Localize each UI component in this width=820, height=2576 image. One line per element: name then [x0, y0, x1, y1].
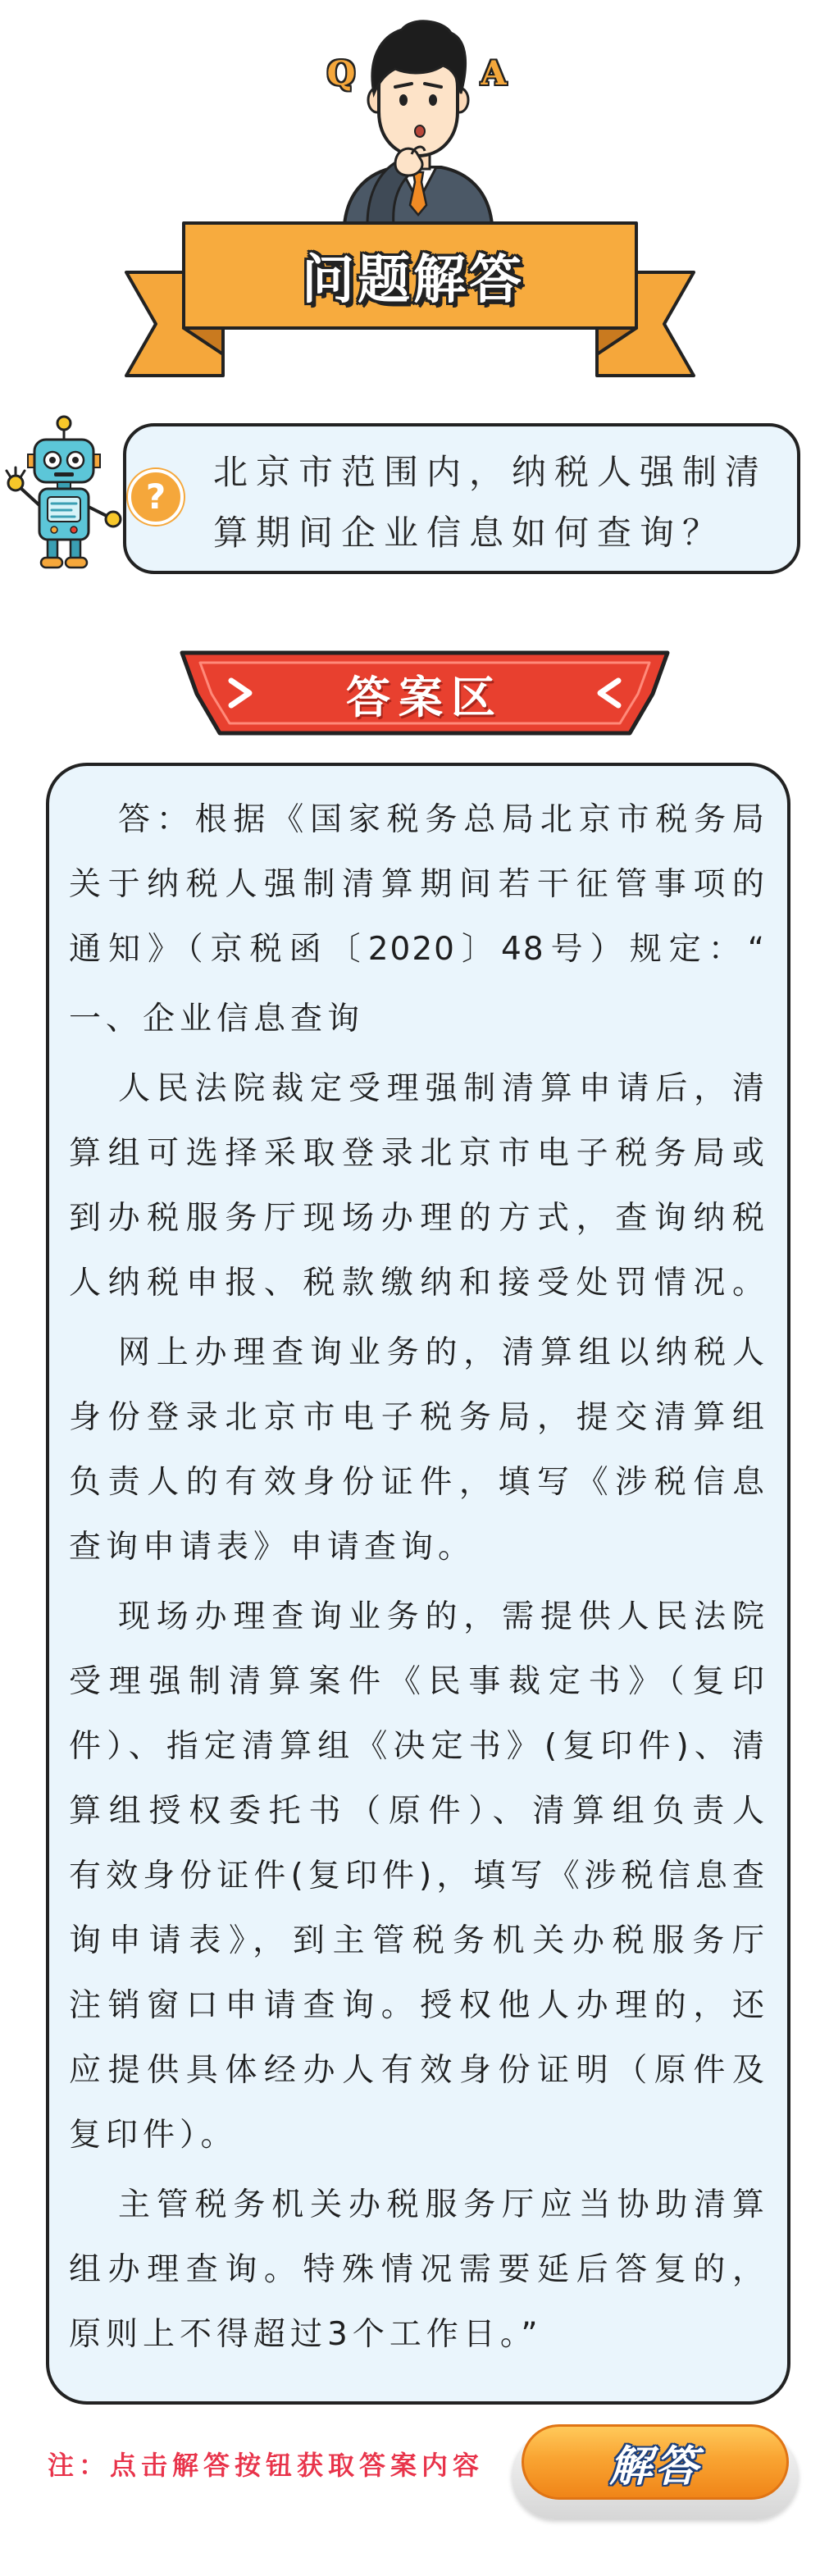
- answer-line: 主管税务机关办税服务厅应当协助清算: [118, 2186, 766, 2223]
- answer-line: 查询申请表》申请查询。: [69, 1529, 476, 1566]
- answer-line: 算组授权委托书（原件）、清算组负责人: [69, 1793, 766, 1830]
- answer-paragraph: [69, 987, 766, 1051]
- answer-line: 人民法院裁定受理强制清算申请后，清: [118, 1070, 766, 1107]
- footer-note: 注：点击解答按钮获取答案内容: [48, 2450, 485, 2481]
- question-box: [123, 423, 800, 574]
- answer-section-heading: 一、企业信息查询: [69, 1001, 365, 1037]
- question-line: 算期间企业信息如何查询？: [213, 513, 726, 553]
- answer-line: 现场办理查询业务的，需提供人民法院: [118, 1598, 766, 1635]
- answer-banner-title: 答案区: [346, 671, 503, 723]
- answer-line: 通知》（京税函〔2020〕48号）规定：“: [69, 931, 766, 968]
- answer-line: 关于纳税人强制清算期间若干征管事项的: [69, 866, 766, 903]
- answer-line: 算组可选择采取登录北京市电子税务局或: [69, 1135, 766, 1172]
- q-letter: Q: [326, 54, 356, 93]
- answer-line: 受理强制清算案件《民事裁定书》（复印: [69, 1663, 766, 1700]
- robot-icon: [3, 413, 126, 577]
- answer-line: 组办理查询。特殊情况需要延后答复的，: [69, 2251, 766, 2288]
- answer-line: 到办税服务厅现场办理的方式，查询纳税: [69, 1200, 766, 1237]
- thinking-man-illustration: [320, 8, 517, 225]
- answer-paragraph: [69, 1584, 766, 2168]
- answer-paragraph: [69, 1056, 766, 1315]
- answer-line: 答：根据《国家税务总局北京市税务局: [118, 801, 766, 838]
- question-line: 北京市范围内，纳税人强制清: [213, 452, 768, 492]
- answer-line: 应提供具体经办人有效身份证明（原件及: [69, 2052, 766, 2089]
- answer-line: 有效身份证件(复印件)，填写《涉税信息查: [69, 1858, 766, 1894]
- answer-paragraph: [69, 1320, 766, 1580]
- answer-line: 件）、指定清算组《决定书》(复印件)、清: [69, 1728, 766, 1765]
- answer-line: 人纳税申报、税款缴纳和接受处罚情况。: [69, 1265, 766, 1302]
- answer-line: 询申请表》，到主管税务机关办税服务厅: [69, 1922, 766, 1959]
- answer-paragraph: [69, 2173, 766, 2367]
- answer-button[interactable]: 解答: [522, 2424, 789, 2500]
- answer-paragraph: [69, 787, 766, 982]
- answer-box: [46, 763, 790, 2405]
- question-mark-icon: ?: [128, 469, 184, 525]
- page-title: 问题解答: [302, 250, 525, 311]
- a-letter: A: [481, 54, 507, 93]
- answer-line: 复印件）。: [69, 2117, 238, 2154]
- answer-line: 身份登录北京市电子税务局，提交清算组: [69, 1399, 766, 1436]
- answer-line: 网上办理查询业务的，清算组以纳税人: [118, 1334, 766, 1371]
- answer-line: 注销窗口申请查询。授权他人办理的，还: [69, 1987, 766, 2024]
- answer-line: 原则上不得超过3个工作日。”: [69, 2316, 543, 2353]
- answer-line: 负责人的有效身份证件，填写《涉税信息: [69, 1464, 766, 1501]
